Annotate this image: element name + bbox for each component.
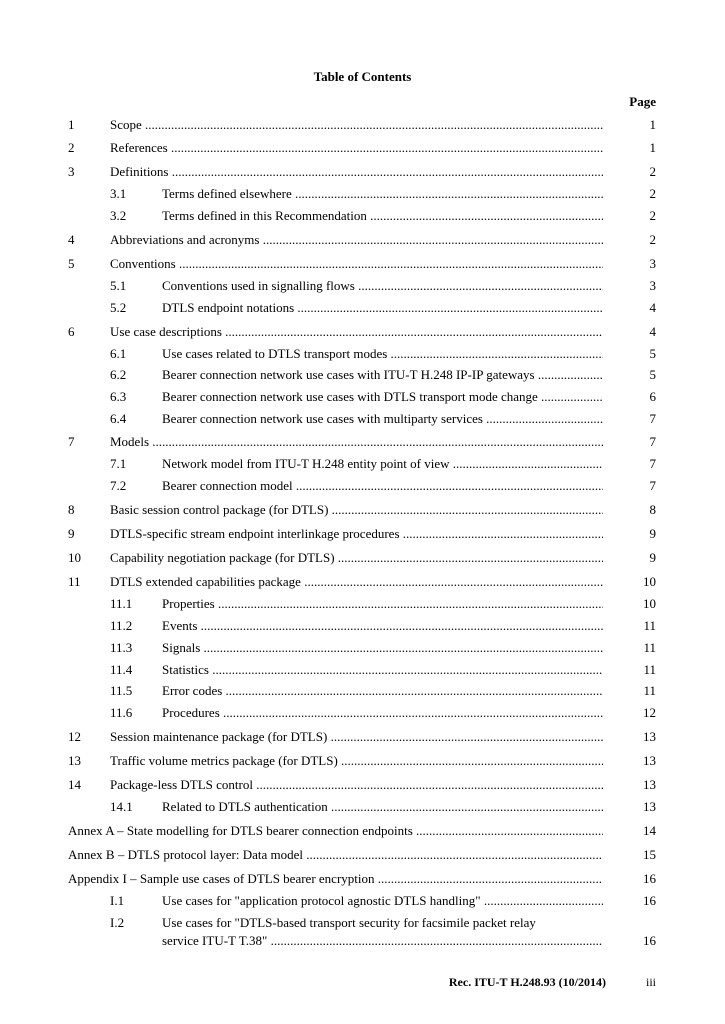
toc-entry-title-line2: service ITU-T T.38" ..... bbox=[162, 932, 603, 950]
toc-entry-title: Properties ..... bbox=[162, 595, 603, 613]
toc-entry-number: 11.5 bbox=[110, 683, 133, 698]
toc-entry-title: Basic session control package (for DTLS) ..... bbox=[110, 501, 603, 519]
toc-entry-number: 14.1 bbox=[110, 799, 133, 814]
toc-entry[interactable] bbox=[0, 410, 725, 428]
toc-entry-number: 2 bbox=[68, 140, 75, 155]
toc-entry-title: Network model from ITU-T H.248 entity point of view ..... bbox=[162, 455, 603, 473]
toc-entry-title: DTLS extended capabilities package ..... bbox=[110, 573, 603, 591]
toc-entry-title: Conventions used in signalling flows ..... bbox=[162, 277, 603, 295]
toc-entry-number: 11.1 bbox=[110, 596, 133, 611]
toc-entry-number: 5.1 bbox=[110, 278, 127, 293]
toc-entry[interactable] bbox=[0, 163, 725, 181]
toc-entry-page: 10 bbox=[643, 574, 656, 589]
toc-entry-page: 2 bbox=[649, 164, 656, 179]
toc-entry-page: 1 bbox=[649, 140, 656, 155]
toc-entry-title: Capability negotiation package (for DTLS) ..... bbox=[110, 549, 603, 567]
toc-entry-title: Error codes ..... bbox=[162, 682, 603, 700]
footer-page-number: iii bbox=[645, 975, 656, 989]
toc-entry-title: Abbreviations and acronyms ..... bbox=[110, 231, 603, 249]
toc-entry-title: Package-less DTLS control ..... bbox=[110, 776, 603, 794]
toc-entry-page: 12 bbox=[643, 705, 656, 720]
toc-entry[interactable] bbox=[0, 501, 725, 519]
toc-entry-page: 7 bbox=[649, 434, 656, 449]
toc-entry-number: 6.2 bbox=[110, 367, 127, 382]
toc-entry[interactable] bbox=[0, 299, 725, 317]
toc-entry-title: Procedures ..... bbox=[162, 704, 603, 722]
toc-entry[interactable] bbox=[0, 207, 725, 225]
toc-entry-title: Related to DTLS authentication ..... bbox=[162, 798, 603, 816]
toc-entry-title: Signals ..... bbox=[162, 639, 603, 657]
toc-entry-number: 13 bbox=[68, 753, 81, 768]
toc-entry-page: 1 bbox=[649, 117, 656, 132]
toc-entry-number: 7 bbox=[68, 434, 75, 449]
toc-entry-title: Session maintenance package (for DTLS) ..... bbox=[110, 728, 603, 746]
toc-entry[interactable] bbox=[0, 255, 725, 273]
toc-entry-page: 13 bbox=[643, 799, 656, 814]
toc-entry[interactable] bbox=[0, 573, 725, 591]
toc-entry[interactable] bbox=[0, 549, 725, 567]
toc-entry[interactable] bbox=[0, 277, 725, 295]
toc-entry[interactable] bbox=[0, 752, 725, 770]
page-title: Table of Contents bbox=[313, 69, 412, 84]
toc-entry-title: Appendix I – Sample use cases of DTLS bearer encryption ..... bbox=[68, 870, 603, 888]
toc-entry-page: 8 bbox=[649, 502, 656, 517]
toc-entry-title: Annex A – State modelling for DTLS bearer connection endpoints ..... bbox=[68, 822, 603, 840]
toc-entry-number: 3.2 bbox=[110, 208, 127, 223]
toc-entry-title: DTLS-specific stream endpoint interlinkage procedures ..... bbox=[110, 525, 603, 543]
toc-entry[interactable] bbox=[0, 892, 725, 910]
toc-entry-page: 2 bbox=[649, 186, 656, 201]
toc-entry-page: 2 bbox=[649, 208, 656, 223]
toc-entry[interactable] bbox=[0, 595, 725, 613]
toc-entry-page: 16 bbox=[643, 893, 656, 908]
toc-entry[interactable] bbox=[0, 366, 725, 384]
toc-entry-title bbox=[162, 914, 603, 950]
toc-entry[interactable] bbox=[0, 525, 725, 543]
toc-entry-page: 9 bbox=[649, 550, 656, 565]
toc-entry-page: 5 bbox=[649, 346, 656, 361]
toc-entry-number: 11.4 bbox=[110, 662, 133, 677]
toc-entry-number: 3.1 bbox=[110, 186, 127, 201]
toc-entry-title: Use cases for "application protocol agnostic DTLS handling" ..... bbox=[162, 892, 603, 910]
toc-entry-page: 16 bbox=[643, 871, 656, 886]
toc-entry-title: Terms defined in this Recommendation ..... bbox=[162, 207, 603, 225]
toc-entry-title: Use case descriptions ..... bbox=[110, 323, 603, 341]
toc-entry-page: 3 bbox=[649, 256, 656, 271]
toc-entry[interactable] bbox=[0, 798, 725, 816]
toc-entry-title: Use cases related to DTLS transport modes ..... bbox=[162, 345, 603, 363]
toc-entry-page: 4 bbox=[649, 300, 656, 315]
toc-entry-page: 13 bbox=[643, 753, 656, 768]
toc-entry[interactable] bbox=[0, 704, 725, 722]
toc-entry-page: 11 bbox=[643, 640, 656, 655]
toc-entry-title: Traffic volume metrics package (for DTLS) ..... bbox=[110, 752, 603, 770]
toc-entry[interactable] bbox=[0, 139, 725, 157]
toc-entry[interactable] bbox=[0, 776, 725, 794]
toc-entry-page: 3 bbox=[649, 278, 656, 293]
toc-entry-number: I.1 bbox=[110, 893, 125, 908]
toc-entry[interactable] bbox=[0, 388, 725, 406]
toc-entry-page: 11 bbox=[643, 683, 656, 698]
toc-entry-number: 6 bbox=[68, 324, 75, 339]
toc-entry-number: 10 bbox=[68, 550, 81, 565]
toc-entry-number: 5.2 bbox=[110, 300, 127, 315]
toc-entry-title: Bearer connection network use cases with DTLS transport mode change ..... bbox=[162, 388, 603, 406]
page-column-header: Page bbox=[629, 94, 656, 109]
toc-entry-number: 14 bbox=[68, 777, 81, 792]
toc-entry[interactable] bbox=[0, 455, 725, 473]
toc-entry[interactable] bbox=[0, 846, 725, 864]
toc-entry-number: 3 bbox=[68, 164, 75, 179]
toc-entry-title: Scope ..... bbox=[110, 116, 603, 134]
toc-entry[interactable] bbox=[0, 345, 725, 363]
toc-entry[interactable] bbox=[0, 822, 725, 840]
toc-entry[interactable] bbox=[0, 728, 725, 746]
toc-entry-number: 6.1 bbox=[110, 346, 127, 361]
toc-entry-number: 9 bbox=[68, 526, 75, 541]
toc-entry-number: 6.3 bbox=[110, 389, 127, 404]
toc-entry-title-line1: Use cases for "DTLS-based transport security for facsimile packet relay bbox=[162, 915, 536, 930]
toc-entry[interactable] bbox=[0, 116, 725, 134]
toc-entry[interactable] bbox=[0, 617, 725, 635]
toc-entry-title: Models ..... bbox=[110, 433, 603, 451]
toc-entry-title: Bearer connection model ..... bbox=[162, 477, 603, 495]
toc-entry-number: 11.6 bbox=[110, 705, 133, 720]
toc-entry-page: 14 bbox=[643, 823, 656, 838]
toc-entry-page: 5 bbox=[649, 367, 656, 382]
toc-entry[interactable] bbox=[0, 639, 725, 657]
toc-entry[interactable] bbox=[0, 914, 725, 950]
toc-entry-page: 2 bbox=[649, 232, 656, 247]
toc-entry-number: 11.3 bbox=[110, 640, 133, 655]
toc-entry-number: 1 bbox=[68, 117, 75, 132]
toc-entry-page: 10 bbox=[643, 596, 656, 611]
toc-entry-page: 11 bbox=[643, 662, 656, 677]
toc-entry-number: 5 bbox=[68, 256, 75, 271]
toc-entry-title: Conventions ..... bbox=[110, 255, 603, 273]
toc-entry-title: DTLS endpoint notations ..... bbox=[162, 299, 603, 317]
toc-entry-title: Bearer connection network use cases with multiparty services ..... bbox=[162, 410, 603, 428]
toc-entry[interactable] bbox=[0, 682, 725, 700]
toc-entry-number: 6.4 bbox=[110, 411, 127, 426]
toc-entry-number: 7.2 bbox=[110, 478, 127, 493]
toc-entry-number: 12 bbox=[68, 729, 81, 744]
toc-entry-title: Terms defined elsewhere ..... bbox=[162, 185, 603, 203]
toc-entry[interactable] bbox=[0, 433, 725, 451]
toc-entry[interactable] bbox=[0, 323, 725, 341]
toc-entry-number: 11.2 bbox=[110, 618, 133, 633]
toc-entry-page: 7 bbox=[649, 478, 656, 493]
toc-entry[interactable] bbox=[0, 231, 725, 249]
toc-entry-page: 16 bbox=[643, 933, 656, 948]
toc-entry-title: Annex B – DTLS protocol layer: Data model ..... bbox=[68, 846, 603, 864]
toc-entry-number: I.2 bbox=[110, 915, 125, 930]
toc-entry[interactable] bbox=[0, 870, 725, 888]
toc-entry[interactable] bbox=[0, 185, 725, 203]
toc-entry[interactable] bbox=[0, 661, 725, 679]
toc-entry-page: 13 bbox=[643, 729, 656, 744]
toc-entry-page: 4 bbox=[649, 324, 656, 339]
toc-entry-title: Events ..... bbox=[162, 617, 603, 635]
toc-entry-number: 4 bbox=[68, 232, 75, 247]
toc-entry-number: 7.1 bbox=[110, 456, 127, 471]
toc-entry[interactable] bbox=[0, 477, 725, 495]
toc-entry-title: Statistics ..... bbox=[162, 661, 603, 679]
toc-entry-page: 11 bbox=[643, 618, 656, 633]
footer-recommendation: Rec. ITU-T H.248.93 (10/2014) bbox=[448, 975, 606, 989]
toc-entry-page: 15 bbox=[643, 847, 656, 862]
toc-entry-page: 7 bbox=[649, 456, 656, 471]
toc-entry-number: 8 bbox=[68, 502, 75, 517]
toc-entry-title: References ..... bbox=[110, 139, 603, 157]
toc-entry-title: Definitions ..... bbox=[110, 163, 603, 181]
toc-entry-page: 7 bbox=[649, 411, 656, 426]
toc-entry-page: 13 bbox=[643, 777, 656, 792]
toc-entry-page: 6 bbox=[649, 389, 656, 404]
toc-entry-page: 9 bbox=[649, 526, 656, 541]
toc-entry-title: Bearer connection network use cases with ITU-T H.248 IP-IP gateways ..... bbox=[162, 366, 603, 384]
toc-entry-number: 11 bbox=[68, 574, 81, 589]
